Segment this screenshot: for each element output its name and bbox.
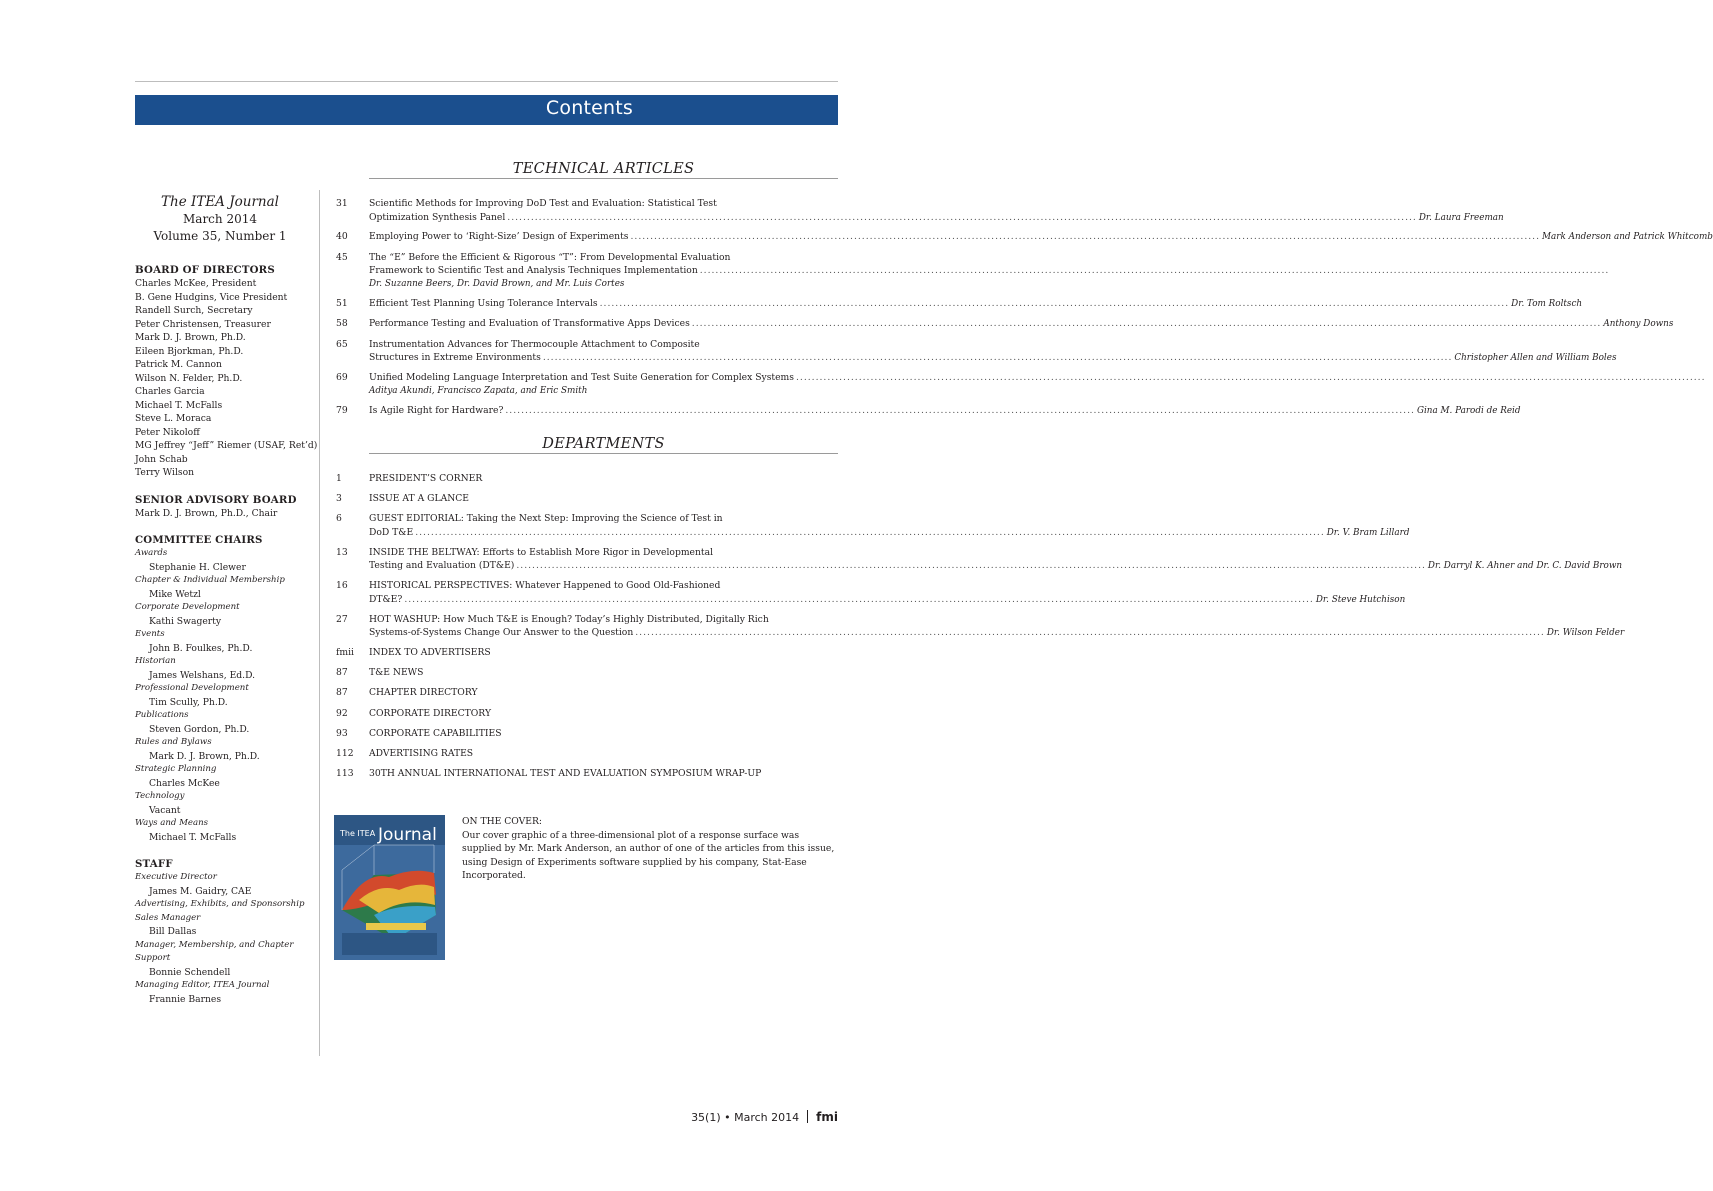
entry-title-cont: DoD T&E (369, 526, 414, 538)
leader-dots (630, 231, 1540, 242)
committee-chair-name: Kathi Swagerty (149, 615, 222, 627)
entry-author: Christopher Allen and William Boles (1454, 353, 1617, 364)
department-body (369, 546, 1623, 574)
entry-title-line (369, 317, 1674, 332)
staff-role: Managing Editor, ITEA Journal (135, 980, 270, 990)
advisory-heading: SENIOR ADVISORY BOARD (135, 493, 297, 506)
staff-role: Executive Director (135, 872, 217, 882)
page-number: 1 (336, 473, 342, 484)
leader-dots (415, 527, 1325, 538)
article-body (369, 404, 1521, 419)
entry-title: PRESIDENT’S CORNER (369, 473, 483, 484)
committee-list (135, 547, 305, 844)
volume-number: Volume 35, Number 1 (153, 229, 287, 243)
staff-role: Support (135, 953, 171, 963)
advisory-list (135, 507, 305, 521)
entry-title: Unified Modeling Language Interpretation and Test Suite Generation for Complex Systems (369, 372, 794, 383)
entry-title-cont: Framework to Scientific Test and Analysis Techniques Implementation (369, 265, 698, 277)
article-body (369, 230, 1713, 245)
board-member: Wilson N. Felder, Ph.D. (135, 372, 243, 384)
cover-heading: ON THE COVER: (462, 816, 543, 827)
masthead-column (135, 193, 318, 1006)
entry-title: T&E NEWS (369, 667, 424, 679)
entry-title-line (369, 264, 838, 278)
entry-title: ISSUE AT A GLANCE (369, 493, 470, 505)
page-number: 13 (336, 546, 348, 558)
board-list (135, 277, 318, 480)
masthead (135, 193, 305, 245)
leader-dots (692, 318, 1602, 329)
committee-chair-name: John B. Foulkes, Ph.D. (149, 642, 253, 654)
board-member: Charles McKee, President (135, 278, 257, 289)
entry-author: Dr. Darryl K. Ahner and Dr. C. David Brown (1427, 561, 1623, 572)
departments-rule (369, 453, 838, 454)
board-member: Terry Wilson (135, 467, 195, 478)
department-body (369, 686, 838, 700)
leader-dots (404, 594, 1314, 605)
committee-role: Chapter & Individual Membership (135, 575, 285, 585)
department-body (369, 666, 838, 680)
entry-title-line (369, 666, 838, 680)
page-number: 6 (336, 513, 342, 525)
page-number: 3 (336, 493, 342, 505)
entry-title: ADVERTISING RATES (369, 748, 474, 759)
entry-author: Aditya Akundi, Francisco Zapata, and Eric Smith (369, 385, 588, 396)
board-member: Peter Nikoloff (135, 426, 200, 438)
entry-title-line (369, 472, 838, 486)
page-number: 79 (336, 405, 348, 417)
entry-title-line (369, 297, 1583, 312)
cover-image (334, 815, 445, 960)
advisory-member: Mark D. J. Brown, Ph.D., Chair (135, 507, 278, 519)
board-member: Michael T. McFalls (135, 399, 223, 411)
entry-title: INSIDE THE BELTWAY: Efforts to Establish More Rigor in Developmental (369, 546, 714, 558)
page-number: 87 (336, 687, 348, 699)
page-number: 45 (336, 251, 348, 263)
article-body (369, 197, 1504, 225)
entry-title-cont: Structures in Extreme Environments (369, 352, 541, 364)
cover-art (334, 815, 445, 960)
page-number: 92 (336, 707, 348, 719)
entry-title-line (369, 211, 1504, 226)
board-member: MG Jeffrey “Jeff” Riemer (USAF, Ret’d) (135, 440, 318, 451)
committee-chair-name: Mike Wetzl (149, 588, 201, 600)
staff-role: Advertising, Exhibits, and Sponsorship (135, 899, 305, 909)
committee-chair-name: Michael T. McFalls (149, 831, 237, 843)
staff-role: Manager, Membership, and Chapter (135, 939, 294, 950)
article-body (369, 251, 838, 292)
committee-chair-name: Vacant (149, 804, 181, 816)
entry-title-line (369, 371, 838, 385)
committee-role: Ways and Means (135, 818, 209, 828)
entry-title: INDEX TO ADVERTISERS (369, 647, 491, 658)
page-number: 27 (336, 613, 348, 625)
entry-title-line (369, 593, 1406, 608)
board-member: John Schab (135, 453, 188, 465)
journal-title: The ITEA Journal (161, 194, 279, 210)
entry-title: CHAPTER DIRECTORY (369, 687, 478, 699)
entry-author: Dr. Laura Freeman (1418, 212, 1504, 223)
entry-author: Anthony Downs (1603, 319, 1674, 330)
top-rule (135, 81, 838, 82)
staff-name: Bill Dallas (149, 926, 197, 937)
leader-dots (635, 627, 1545, 638)
entry-author: Dr. Suzanne Beers, Dr. David Brown, and Mr. Luis Cortes (369, 278, 625, 289)
technical-heading: TECHNICAL ARTICLES (512, 161, 695, 177)
department-body (369, 579, 1406, 607)
board-member: Randell Surch, Secretary (135, 305, 253, 316)
article-body (369, 371, 838, 398)
department-body (369, 767, 838, 781)
page-footer (691, 1110, 838, 1124)
page-number: 40 (336, 231, 348, 243)
entry-title: GUEST EDITORIAL: Taking the Next Step: Improving the Science of Test in (369, 513, 723, 525)
leader-dots (505, 405, 1415, 416)
committee-role: Historian (135, 656, 176, 666)
footer-page: fmi (816, 1110, 838, 1124)
contents-title: Contents (545, 97, 633, 119)
entry-title: Scientific Methods for Improving DoD Test and Evaluation: Statistical Test (369, 198, 717, 209)
department-body (369, 707, 838, 721)
entry-title-line (369, 707, 838, 721)
board-heading: BOARD OF DIRECTORS (135, 264, 275, 276)
committee-chair-name: James Welshans, Ed.D. (149, 669, 256, 681)
page-number: 113 (336, 768, 354, 780)
board-member: Eileen Bjorkman, Ph.D. (135, 345, 244, 357)
page-number: 58 (336, 318, 348, 330)
board-member: Patrick M. Cannon (135, 359, 222, 370)
committee-chair-name: Stephanie H. Clewer (149, 561, 246, 573)
entry-title-line (369, 626, 1625, 641)
entry-title: CORPORATE DIRECTORY (369, 707, 492, 719)
entry-title: Employing Power to ‘Right-Size’ Design of Experiments (369, 231, 629, 243)
page-number: 112 (336, 748, 354, 759)
page-number: 87 (336, 667, 348, 679)
footer-separator (807, 1110, 808, 1123)
entry-title-line (369, 559, 1623, 574)
entry-title-line (369, 686, 838, 700)
committee-chair-name: Tim Scully, Ph.D. (149, 696, 228, 708)
committee-chair-name: Mark D. J. Brown, Ph.D. (149, 750, 260, 762)
leader-dots (796, 372, 1706, 383)
entry-title: CORPORATE CAPABILITIES (369, 727, 502, 739)
entry-author: Mark Anderson and Patrick Whitcomb (1542, 232, 1713, 243)
staff-role: Sales Manager (135, 912, 201, 923)
article-body (369, 297, 1583, 312)
board-member: Steve L. Moraca (135, 413, 212, 424)
staff-heading: STAFF (135, 858, 173, 870)
departments-heading: DEPARTMENTS (542, 436, 665, 452)
entry-author: Dr. V. Bram Lillard (1326, 527, 1410, 538)
committee-role: Corporate Development (135, 602, 240, 612)
staff-name: Frannie Barnes (149, 993, 222, 1005)
column-divider (319, 190, 320, 1056)
department-body (369, 472, 838, 486)
staff-name: James M. Gaidry, CAE (149, 885, 252, 897)
department-body (369, 727, 838, 741)
entry-title-cont: Testing and Evaluation (DT&E) (369, 560, 515, 572)
staff-list (135, 871, 305, 1006)
entry-title-line (369, 526, 1410, 541)
article-body (369, 338, 1617, 366)
footer-issue: 35(1) • March 2014 (691, 1111, 800, 1124)
entry-title-line (369, 404, 1521, 419)
entry-title-line (369, 492, 838, 506)
leader-dots (507, 212, 1417, 223)
committee-role: Events (135, 629, 165, 639)
department-body (369, 492, 838, 506)
committee-role: Technology (135, 791, 185, 801)
entry-title-line (369, 351, 1617, 366)
entry-title-cont: Optimization Synthesis Panel (369, 211, 506, 223)
department-body (369, 747, 838, 761)
board-member: Peter Christensen, Treasurer (135, 318, 271, 330)
page-number: 16 (336, 580, 348, 592)
entry-title: 30TH ANNUAL INTERNATIONAL TEST AND EVALUATION SYMPOSIUM WRAP-UP (369, 768, 762, 780)
cover-mag-left: The ITEA (340, 829, 376, 838)
entry-title: The “E” Before the Efficient & Rigorous “T”: From Developmental Evaluation (369, 251, 731, 263)
committee-role: Rules and Bylaws (135, 737, 212, 747)
leader-dots (543, 352, 1453, 363)
committee-chair-name: Charles McKee (149, 777, 220, 789)
committee-role: Strategic Planning (135, 764, 217, 774)
cover-caption (462, 815, 838, 883)
entry-title-line (369, 727, 838, 741)
committee-heading: COMMITTEE CHAIRS (135, 534, 263, 546)
department-body (369, 646, 838, 660)
cover-mag-right: Journal (378, 825, 437, 845)
committee-role: Publications (135, 710, 189, 720)
entry-title-cont: Systems-of-Systems Change Our Answer to the Question (369, 627, 634, 639)
leader-dots (516, 560, 1426, 571)
cover-description: Our cover graphic of a three-dimensional plot of a response surface was supplied by Mr. Mark Anderson, an author of one of the articles from this issue, using Design of Experiments software supplied by his company, Stat-Ease Incorporated. (462, 829, 835, 881)
entry-author: Dr. Steve Hutchison (1315, 594, 1406, 605)
entry-title-line (369, 747, 838, 761)
department-body (369, 512, 1410, 540)
entry-title-line (369, 646, 838, 660)
entry-title: HISTORICAL PERSPECTIVES: Whatever Happened to Good Old-Fashioned (369, 580, 721, 592)
board-member: Charles Garcia (135, 386, 205, 397)
page-number: 51 (336, 298, 348, 310)
committee-role: Awards (135, 548, 168, 558)
technical-rule (369, 178, 838, 179)
entry-author: Dr. Tom Roltsch (1511, 299, 1583, 310)
entry-title: Is Agile Right for Hardware? (369, 405, 504, 417)
page-number: fmii (336, 647, 354, 658)
entry-title-line (369, 230, 1713, 245)
staff-name: Bonnie Schendell (149, 966, 231, 978)
entry-title: Performance Testing and Evaluation of Transformative Apps Devices (369, 318, 690, 330)
entry-title: Efficient Test Planning Using Tolerance Intervals (369, 298, 598, 310)
contents-banner (135, 95, 838, 125)
page-number: 69 (336, 372, 348, 383)
committee-chair-name: Steven Gordon, Ph.D. (149, 723, 250, 735)
entry-title-cont: DT&E? (369, 593, 403, 605)
issue-date: March 2014 (183, 212, 257, 226)
page-number: 93 (336, 727, 348, 739)
leader-dots (700, 265, 1610, 276)
page-number: 65 (336, 338, 348, 350)
entry-author: Dr. Wilson Felder (1546, 628, 1625, 639)
department-body (369, 613, 1625, 641)
leader-dots (600, 298, 1510, 309)
committee-role: Professional Development (135, 683, 249, 693)
board-member: Mark D. J. Brown, Ph.D. (135, 332, 246, 343)
board-member: B. Gene Hudgins, Vice President (135, 291, 288, 303)
entry-title-line (369, 767, 838, 781)
article-body (369, 317, 1674, 332)
entry-author: Gina M. Parodi de Reid (1416, 406, 1521, 417)
page-number: 31 (336, 198, 348, 209)
entry-title: HOT WASHUP: How Much T&E is Enough? Today’s Highly Distributed, Digitally Rich (369, 613, 769, 625)
entry-title: Instrumentation Advances for Thermocouple Attachment to Composite (369, 338, 700, 350)
